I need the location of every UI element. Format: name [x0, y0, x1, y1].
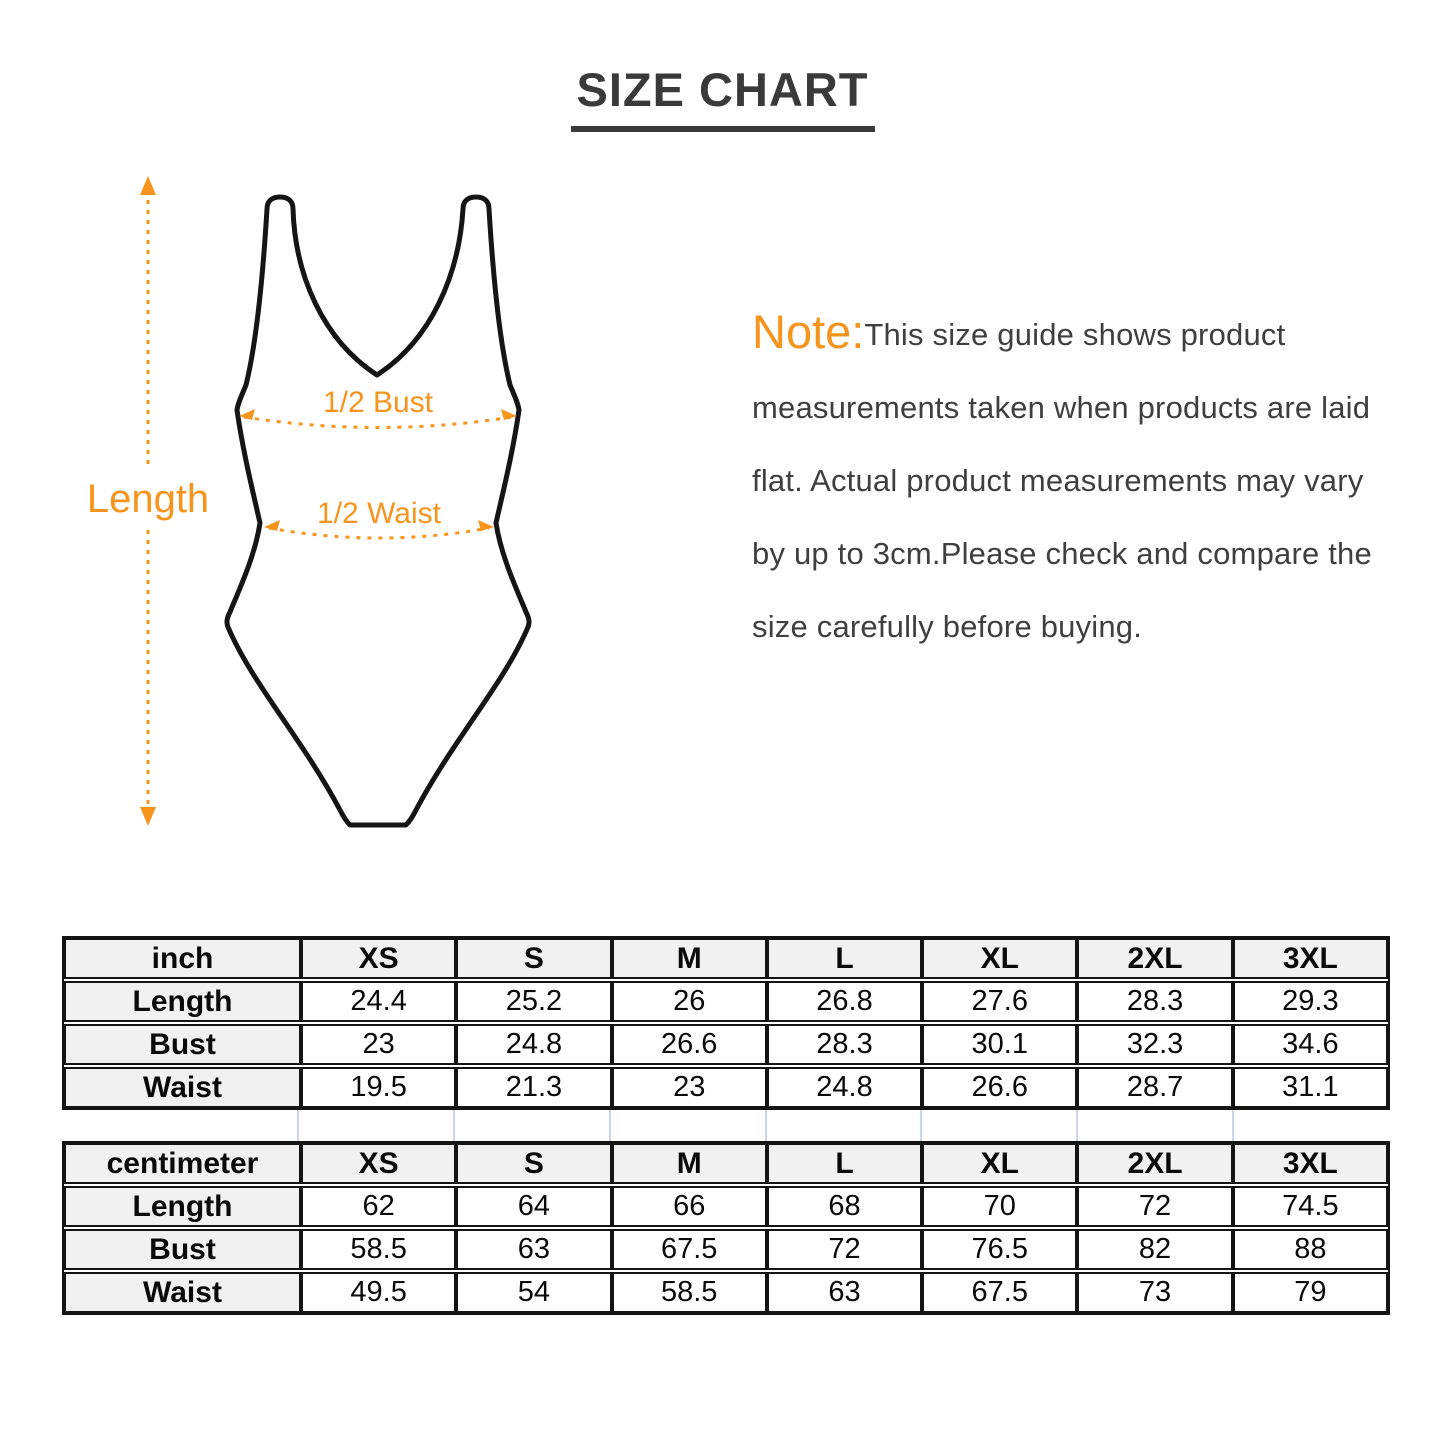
- table-cell: 30.1: [922, 1024, 1077, 1065]
- table-cell: 24.4: [301, 981, 456, 1022]
- table-cell: 28.3: [1077, 981, 1232, 1022]
- waist-label: 1/2 Waist: [317, 497, 441, 530]
- table-cell: 72: [1077, 1186, 1232, 1227]
- table-cell: 28.3: [767, 1024, 922, 1065]
- table-cell: 27.6: [922, 981, 1077, 1022]
- table-cell: 74.5: [1233, 1186, 1388, 1227]
- note-text: This size guide shows product measurements taken when products are laid flat. Actual product measurements may vary by up to 3cm.Please check and compare the size carefully before buying.: [752, 317, 1372, 644]
- note: [752, 298, 1392, 663]
- table-cell: 29.3: [1233, 981, 1388, 1022]
- table-cell: 62: [301, 1186, 456, 1227]
- table-cell: 24.8: [456, 1024, 611, 1065]
- size-header-cell: L: [767, 1143, 922, 1184]
- inch-table: [62, 936, 1390, 1110]
- size-header-cell: XS: [301, 1143, 456, 1184]
- row-label-cell: Bust: [64, 1229, 301, 1270]
- table-cell: 25.2: [456, 981, 611, 1022]
- table-cell: 26.6: [612, 1024, 767, 1065]
- table-cell: 23: [301, 1024, 456, 1065]
- table-cell: 31.1: [1233, 1067, 1388, 1108]
- size-header-cell: M: [612, 1143, 767, 1184]
- table-cell: 88: [1233, 1229, 1388, 1270]
- size-tables: [62, 936, 1390, 1315]
- table-cell: 34.6: [1233, 1024, 1388, 1065]
- size-header-cell: M: [612, 938, 767, 979]
- table-cell: 26: [612, 981, 767, 1022]
- table-cell: 68: [767, 1186, 922, 1227]
- table-cell: 66: [612, 1186, 767, 1227]
- size-header-cell: XL: [922, 938, 1077, 979]
- table-cell: 49.5: [301, 1272, 456, 1313]
- table-cell: 82: [1077, 1229, 1232, 1270]
- table-cell: 64: [456, 1186, 611, 1227]
- note-label: Note:: [752, 305, 865, 358]
- page-title: SIZE CHART: [571, 62, 875, 132]
- table-cell: 23: [612, 1067, 767, 1108]
- table-cell: 58.5: [301, 1229, 456, 1270]
- table-spacer-row: [62, 1110, 1390, 1141]
- row-label-cell: Bust: [64, 1024, 301, 1065]
- row-label-cell: Waist: [64, 1272, 301, 1313]
- size-header-cell: 2XL: [1077, 938, 1232, 979]
- table-cell: 76.5: [922, 1229, 1077, 1270]
- row-label-cell: Length: [64, 1186, 301, 1227]
- size-header-cell: L: [767, 938, 922, 979]
- table-cell: 26.6: [922, 1067, 1077, 1108]
- centimeter-table: [62, 1141, 1390, 1315]
- table-cell: 32.3: [1077, 1024, 1232, 1065]
- size-header-cell: 2XL: [1077, 1143, 1232, 1184]
- table-cell: 63: [456, 1229, 611, 1270]
- row-label-cell: Waist: [64, 1067, 301, 1108]
- table-cell: 26.8: [767, 981, 922, 1022]
- table-cell: 54: [456, 1272, 611, 1313]
- unit-header-cell: centimeter: [64, 1143, 301, 1184]
- table-cell: 67.5: [922, 1272, 1077, 1313]
- table-cell: 19.5: [301, 1067, 456, 1108]
- table-cell: 72: [767, 1229, 922, 1270]
- size-header-cell: XS: [301, 938, 456, 979]
- unit-header-cell: inch: [64, 938, 301, 979]
- table-cell: 58.5: [612, 1272, 767, 1313]
- size-header-cell: 3XL: [1233, 938, 1388, 979]
- table-cell: 28.7: [1077, 1067, 1232, 1108]
- table-cell: 67.5: [612, 1229, 767, 1270]
- size-header-cell: 3XL: [1233, 1143, 1388, 1184]
- table-cell: 24.8: [767, 1067, 922, 1108]
- row-label-cell: Length: [64, 981, 301, 1022]
- table-cell: 21.3: [456, 1067, 611, 1108]
- size-header-cell: XL: [922, 1143, 1077, 1184]
- table-cell: 79: [1233, 1272, 1388, 1313]
- swimsuit-diagram: [55, 160, 735, 880]
- size-header-cell: S: [456, 1143, 611, 1184]
- length-label: Length: [86, 477, 210, 521]
- size-header-cell: S: [456, 938, 611, 979]
- table-cell: 63: [767, 1272, 922, 1313]
- bust-label: 1/2 Bust: [322, 386, 434, 419]
- table-cell: 73: [1077, 1272, 1232, 1313]
- table-cell: 70: [922, 1186, 1077, 1227]
